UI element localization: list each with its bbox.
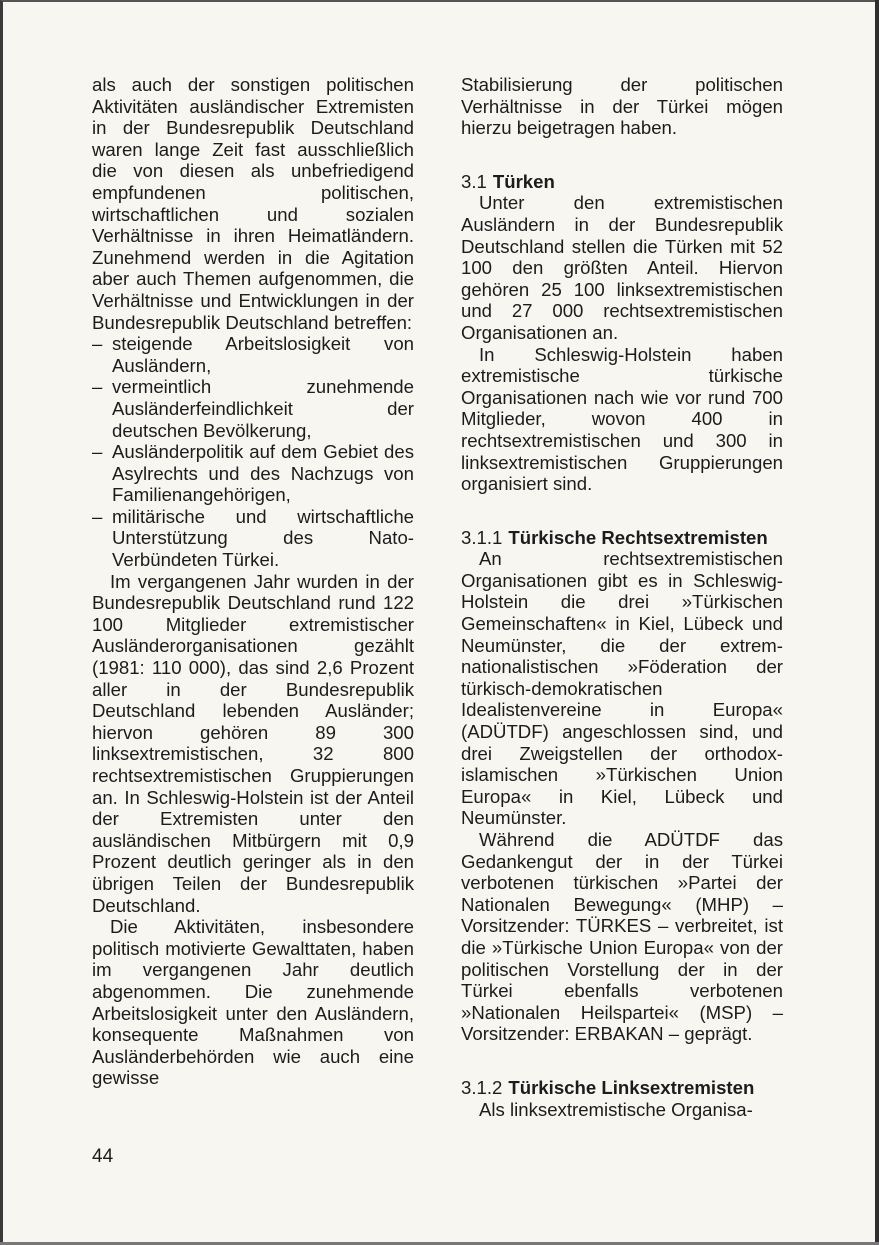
section-heading-3-1-2 — [461, 1077, 783, 1099]
membership-paragraph: Im vergangenen Jahr wurden in der Bundesrepublik Deutschland rund 122 100 Mitglieder extremistischer Ausländerorganisationen gezählt (1981: 110 000), das sind 2,6 Prozent aller in der Bundesrepublik Deutschland lebenden Ausländer; hiervon gehören 89 300 linksextremistischen, 32 800 rechtsextremistischen Gruppierungen an. In Schleswig-Holstein ist der Anteil der Extremisten unter den ausländischen Mitbürgern mit 0,9 Prozent deutlich geringer als in den übrigen Teilen der Bundesrepublik Deutschland. — [92, 570, 414, 916]
page-number: 44 — [92, 1146, 114, 1167]
section-title: Türkische Linksextremisten — [508, 1076, 755, 1098]
list-item: – Ausländerpolitik auf dem Gebiet des Asylrechts und des Nachzugs von Familienangehörigen, — [92, 441, 414, 506]
section-number: 3.1 — [461, 170, 487, 192]
list-item: – vermeintlich zunehmende Ausländerfeindlichkeit der deutschen Bevölkerung, — [92, 376, 414, 441]
section-paragraph: Als linksextremistische Organisa- — [479, 1098, 753, 1120]
list-item: – steigende Arbeitslosigkeit von Ausländern, — [92, 333, 414, 376]
section-heading-3-1-1 — [461, 527, 783, 549]
section-paragraph: An rechtsextremistischen Organisationen gibt es in Schleswig-Holstein die drei »Türkischen Gemeinschaften« in Kiel, Lübeck und Neumünster, die der extrem-nationalistischen »Föderation der türkisch-demokratischen Idealistenvereine in Europa« (ADÜTDF) angeschlossen sind, und drei Zweigstellen der orthodox-islamischen »Türkischen Union Europa« in Kiel, Lübeck und Neumünster. — [461, 548, 783, 829]
list-item: – militärische und wirtschaftliche Unterstützung des Nato-Verbündeten Türkei. — [92, 506, 414, 571]
left-column — [92, 74, 414, 1089]
section-paragraph: Während die ADÜTDF das Gedankengut der in der Türkei verbotenen türkischen »Partei der Nationalen Bewegung« (MHP) – Vorsitzender: TÜRKES – verbreitet, ist die »Türkische Union Europa« von der politischen Vorstellung der in der Türkei ebenfalls verbotenen »Nationalen Heilspartei« (MSP) – Vorsitzender: ERBAKAN – geprägt. — [461, 829, 783, 1045]
section-number: 3.1.1 — [461, 526, 503, 548]
section-title: Türkische Rechtsextremisten — [508, 526, 768, 548]
intro-paragraph: als auch der sonstigen politischen Aktivitäten ausländischer Extremisten in der Bundesrepublik Deutschland waren lange Zeit fast ausschließlich die von diesen als unbefriedigend empfundenen politischen, wirtschaftlichen und sozialen Verhältnisse in ihren Heimatländern. Zunehmend werden in die Agitation aber auch Themen aufgenommen, die Verhältnisse und Entwicklungen in der Bundesrepublik Deutschland betreffen: — [92, 74, 414, 333]
section-number: 3.1.2 — [461, 1076, 503, 1098]
page-edge — [875, 0, 879, 1245]
activities-paragraph: Die Aktivitäten, insbesondere politisch motivierte Gewalttaten, haben im vergangenen Jahr deutlich abgenommen. Die zunehmende Arbeitslosigkeit unter den Ausländern, konsequente Maßnahmen von Ausländerbehörden wie auch eine gewisse — [92, 916, 414, 1089]
continuation-paragraph: Stabilisierung der politischen Verhältnisse in der Türkei mögen hierzu beigetragen haben. — [461, 74, 783, 139]
concerns-list — [92, 333, 414, 571]
section-title: Türken — [492, 170, 555, 192]
section-paragraph: In Schleswig-Holstein haben extremistische türkische Organisationen nach wie vor rund 700 Mitglieder, wovon 400 in rechtsextremistischen und 300 in linksextremistischen Gruppierungen organisiert sind. — [461, 343, 783, 495]
section-heading-3-1 — [461, 171, 783, 193]
right-column — [461, 74, 783, 1120]
section-paragraph: Unter den extremistischen Ausländern in der Bundesrepublik Deutschland stellen die Türken mit 52 100 den größten Anteil. Hiervon gehören 25 100 linksextremistischen und 27 000 rechtsextremistischen Organisationen an. — [461, 192, 783, 343]
